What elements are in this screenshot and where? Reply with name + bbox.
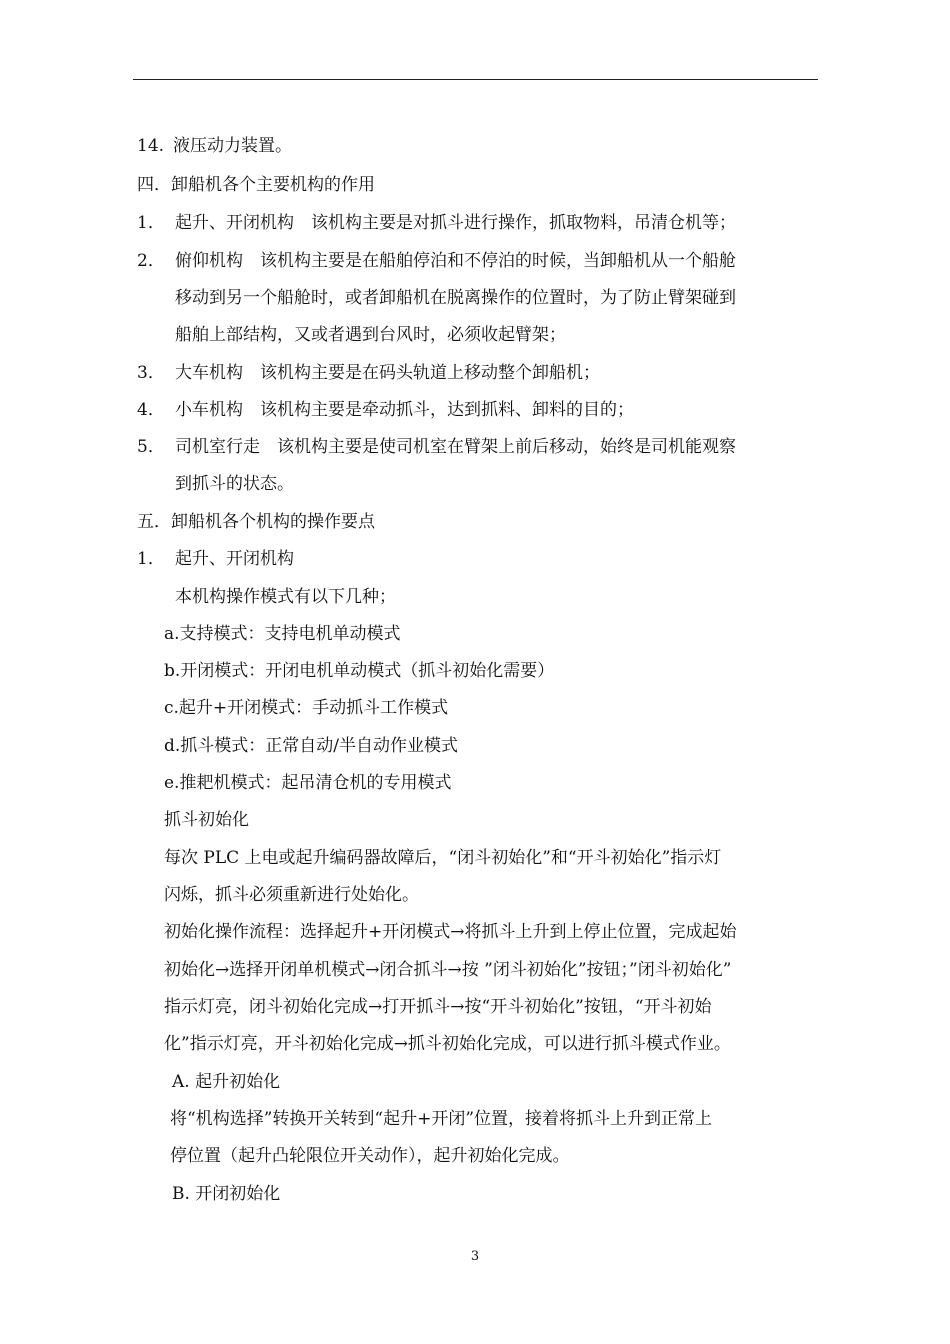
s4-item-4-text: 小车机构 该机构主要是牵动抓斗，达到抓料、卸料的目的；: [175, 400, 634, 420]
item-14-number: 14.: [137, 136, 165, 156]
init-flow-line-1: 初始化操作流程：选择起升+开闭模式→将抓斗上升到上停止位置，完成起始: [164, 922, 737, 942]
modes-intro: 本机构操作模式有以下几种；: [175, 587, 396, 607]
s5-item-1-number: 1．: [137, 549, 165, 569]
s5-item-1-text: 起升、开闭机构: [175, 549, 294, 569]
init-flow-line-4: 化”指示灯亮，开斗初始化完成→抓斗初始化完成，可以进行抓斗模式作业。: [164, 1034, 731, 1054]
s4-item-3-number: 3．: [137, 363, 165, 383]
init-flow-line-3: 指示灯亮，闭斗初始化完成→打开抓斗→按“开斗初始化”按钮，“开斗初始: [164, 997, 712, 1017]
mode-d: d.抓斗模式：正常自动/半自动作业模式: [164, 736, 459, 756]
s4-item-2-line-2: 移动到另一个船舱时，或者卸船机在脱离操作的位置时，为了防止臂架碰到: [175, 288, 736, 308]
mode-b: b.开闭模式：开闭电机单动模式（抓斗初始化需要）: [164, 661, 555, 681]
s4-item-1-text: 起升、开闭机构 该机构主要是对抓斗进行操作，抓取物料，吊清仓机等；: [175, 213, 736, 233]
s4-item-4-number: 4．: [137, 400, 165, 420]
sub-a-title: A. 起升初始化: [172, 1072, 281, 1092]
mode-c: c.起升+开闭模式：手动抓斗工作模式: [164, 698, 449, 718]
s4-item-5-line-1: 司机室行走 该机构主要是使司机室在臂架上前后移动，始终是司机能观察: [175, 437, 736, 457]
s4-item-2-line-3: 船舶上部结构，又或者遇到台风时，必须收起臂架；: [175, 325, 566, 345]
sub-a-line-2: 停位置（起升凸轮限位开关动作），起升初始化完成。: [170, 1146, 570, 1166]
grab-init-desc-line-1: 每次 PLC 上电或起升编码器故障后，“闭斗初始化”和“开斗初始化”指示灯: [164, 848, 722, 868]
mode-a: a.支持模式：支持电机单动模式: [164, 624, 401, 644]
init-flow-line-2: 初始化→选择开闭单机模式→闭合抓斗→按 ”闭斗初始化”按钮；”闭斗初始化”: [164, 960, 732, 980]
header-rule: [133, 79, 818, 80]
section-4-title: 四．卸船机各个主要机构的作用: [137, 175, 375, 195]
s4-item-2-line-1: 俯仰机构 该机构主要是在船舶停泊和不停泊的时候，当卸船机从一个船舱: [175, 251, 736, 271]
s4-item-1-number: 1．: [137, 213, 165, 233]
sub-a-line-1: 将“机构选择”转换开关转到“起升+开闭”位置，接着将抓斗上升到正常上: [170, 1109, 713, 1129]
grab-init-title: 抓斗初始化: [164, 810, 249, 830]
grab-init-desc-line-2: 闪烁，抓斗必须重新进行处始化。: [164, 885, 419, 905]
item-14-text: 液压动力装置。: [173, 136, 292, 156]
s4-item-3-text: 大车机构 该机构主要是在码头轨道上移动整个卸船机；: [175, 363, 600, 383]
sub-b-title: B. 开闭初始化: [172, 1184, 281, 1204]
s4-item-5-line-2: 到抓斗的状态。: [175, 474, 294, 494]
s4-item-5-number: 5．: [137, 437, 165, 457]
section-5-title: 五．卸船机各个机构的操作要点: [137, 512, 375, 532]
page-number: 3: [470, 1249, 480, 1264]
mode-e: e.推耙机模式：起吊清仓机的专用模式: [164, 773, 452, 793]
s4-item-2-number: 2．: [137, 251, 165, 271]
